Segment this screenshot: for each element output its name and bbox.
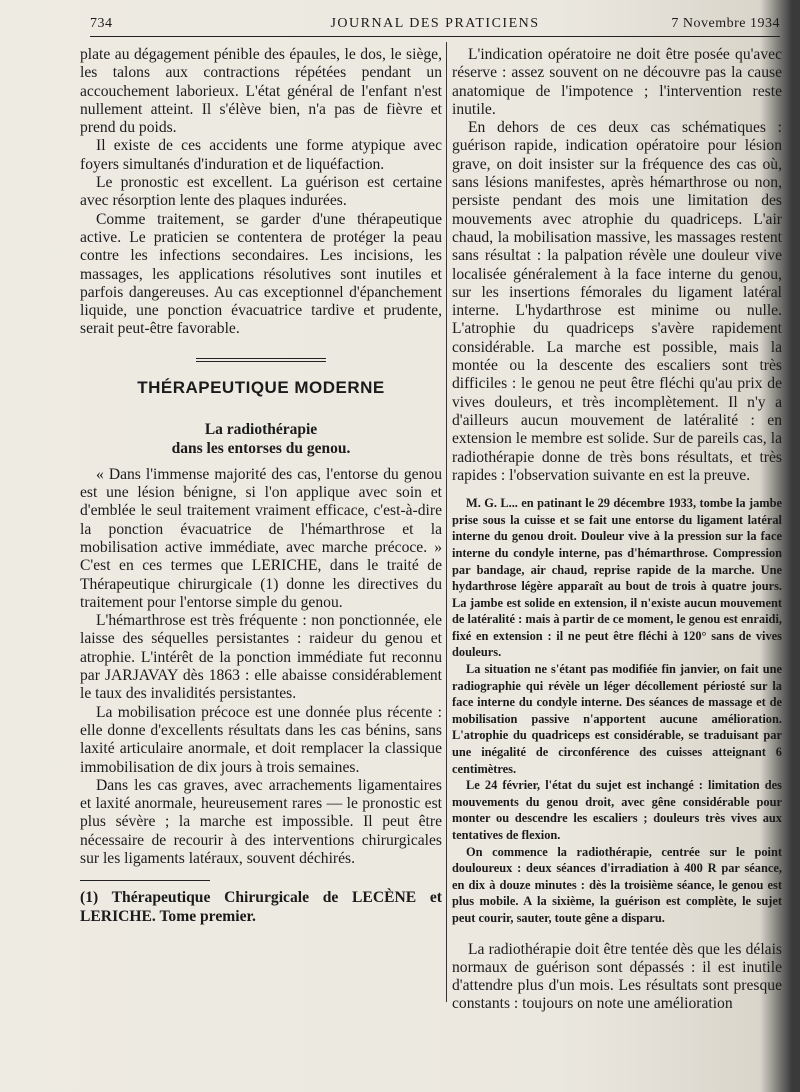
paragraph: Comme traitement, se garder d'une thérapeutique active. Le praticien se contentera de protéger la peau contre les infections secondaires. Les incisions, les massages, les applications résolutives sont inutiles et parfois dangereuses. Au cas exceptionnel d'épanchement liquide, une ponction évacuatrice tardive et prudente, serait peut-être favorable. [80, 210, 442, 338]
page-header [90, 14, 780, 37]
paragraph: L'indication opératoire ne doit être posée qu'avec réserve : assez souvent on ne découvre pas la cause anatomique de l'impotence ; l'intervention reste inutile. [452, 46, 782, 118]
observation-paragraph: La situation ne s'étant pas modifiée fin janvier, on fait une radiographie qui révèle un léger décollement périosté sur la face interne du condyle interne. Des séances de massage et de mobilisation passive n'apportent aucune amélioration. L'atrophie du quadriceps est considérable, se traduisant par une inégalité de circonférence des cuisses atteignant 6 centimètres. [452, 662, 782, 776]
observation-paragraph: Le 24 février, l'état du sujet est inchangé : limitation des mouvements du genou droit, avec gêne considérable pour monter ou descendre les escaliers ; douleurs très vives aux tentatives de flexion. [452, 778, 782, 842]
journal-title: JOURNAL DES PRATICIENS [330, 16, 540, 31]
paragraph: La mobilisation précoce est une donnée plus récente : elle donne d'excellents résultats dans les cas bénins, sans laxité articulaire anormale, et doit remplacer la classique immobilisation de dix jours à trois semaines. [80, 703, 442, 776]
page-number: 734 [90, 16, 113, 31]
footnote: (1) Thérapeutique Chirurgicale de LECÈNE et LERICHE. Tome premier. [80, 889, 442, 925]
left-column [80, 46, 442, 926]
paragraph: plate au dégagement pénible des épaules, le dos, le siège, les talons aux contractions répétées pendant un accouchement laborieux. L'état général de l'enfant n'est nullement atteint. Il s'élève bien, n'a pas de fièvre et prend du poids. [80, 46, 442, 137]
column-divider [446, 42, 447, 1002]
right-column [452, 46, 782, 1014]
paragraph: En dehors de ces deux cas schématiques : guérison rapide, indication opératoire pour lésion grave, on doit insister sur la fréquence des cas où, sans lésions manifestes, après hémarthrose ou non, persiste pendant des mois une limitation des mouvements avec atrophie du quadriceps. L'air chaud, la mobilisation massive, les massages restent sans résultat : la palpation révèle une douleur vive localisée généralement à la face interne du genou, sur les insertions fémorales du ligament latéral interne. L'hydarthrose est minime ou nulle. L'atrophie du quadriceps s'avère rapidement considérable. La marche est possible, mais la montée ou la descente des escaliers sont très difficiles : le genou ne peut être fléchi qu'au prix de vives douleurs, et très incomplètement. Il n'y a d'ailleurs aucun mouvement de latéralité : en extension le membre est solide. Sur de pareils cas, la radiothérapie donne de très bons résultats, et très rapides : l'observation suivante en est la preuve. [452, 119, 782, 484]
paragraph: La radiothérapie doit être tentée dès que les délais normaux de guérison sont dépassés : il est inutile d'attendre plus d'un mois. Les résultats sont presque constants : toujours on note une amélioration [452, 940, 782, 1013]
paragraph: Dans les cas graves, avec arrachements ligamentaires et laxité anormale, heureusement rares — le pronostic est plus sévère ; la marche est impossible. Il peut être nécessaire de recourir à des interventions chirurgicales sur les ligaments latéraux, souvent déchirés. [80, 776, 442, 867]
spacer [452, 927, 782, 941]
paragraph: « Dans l'immense majorité des cas, l'entorse du genou est une lésion bénigne, si l'on applique avec soin et d'emblée le seul traitement vraiment efficace, c'est-à-dire la ponction évacuatrice de l'hémarthrose et la mobilisation active immédiate, avec marche précoce. » C'est en ces termes que LERICHE, dans le traité de Thérapeutique chirurgicale (1) donne les directives du traitement pour l'entorse simple du genou. [80, 465, 442, 611]
paragraph: Le pronostic est excellent. La guérison est certaine avec résorption lente des plaques indurées. [80, 174, 442, 210]
spacer [452, 485, 782, 495]
observation-paragraph: On commence la radiothérapie, centrée sur le point douloureux : deux séances d'irradiation à 400 R par séance, en dix à douze minutes : dès la troisième séance, le genou est plus mobile. A la sixième, la guérison est complète, le sujet peut courir, sauter, toute gêne a disparu. [452, 844, 782, 925]
issue-date: 7 Novembre 1934 [671, 16, 780, 31]
article-title-line: dans les entorses du genou. [171, 439, 351, 457]
article-title-line: La radiothérapie [204, 420, 318, 438]
section-title: THÉRAPEUTIQUE MODERNE [137, 377, 385, 397]
article-title [80, 420, 442, 458]
observation-paragraph: M. G. L... en patinant le 29 décembre 1933, tombe la jambe prise sous la cuisse et se fait une entorse du ligament latéral interne du genou droit. Douleur vive à la pression sur la face interne du condyle interne, pas d'hémarthrose. Compression par bandage, air chaud, reprise rapide de la marche. Une hydarthrose légère apparaît au bout de trois à quatre jours. La jambe est solide en extension, il n'existe aucun mouvement de latéralité : mais à partir de ce moment, le genou est enraidi, fixé en extension : il ne peut être fléchi à 120° sans de vives douleurs. [452, 496, 782, 660]
paragraph: L'hémarthrose est très fréquente : non ponctionnée, ele laisse des séquelles persistantes : raideur du genou et atrophie. L'intérêt de la ponction immédiate fut reconnu par JARJAVAY dès 1863 : elle abaisse considérablement le taux des invalidités persistantes. [80, 612, 442, 703]
footnote-rule [80, 880, 210, 881]
paragraph: Il existe de ces accidents une forme atypique avec foyers simultanés d'induration et de liquéfaction. [80, 137, 442, 173]
section-ornament [196, 357, 326, 364]
observation-block [452, 495, 782, 926]
